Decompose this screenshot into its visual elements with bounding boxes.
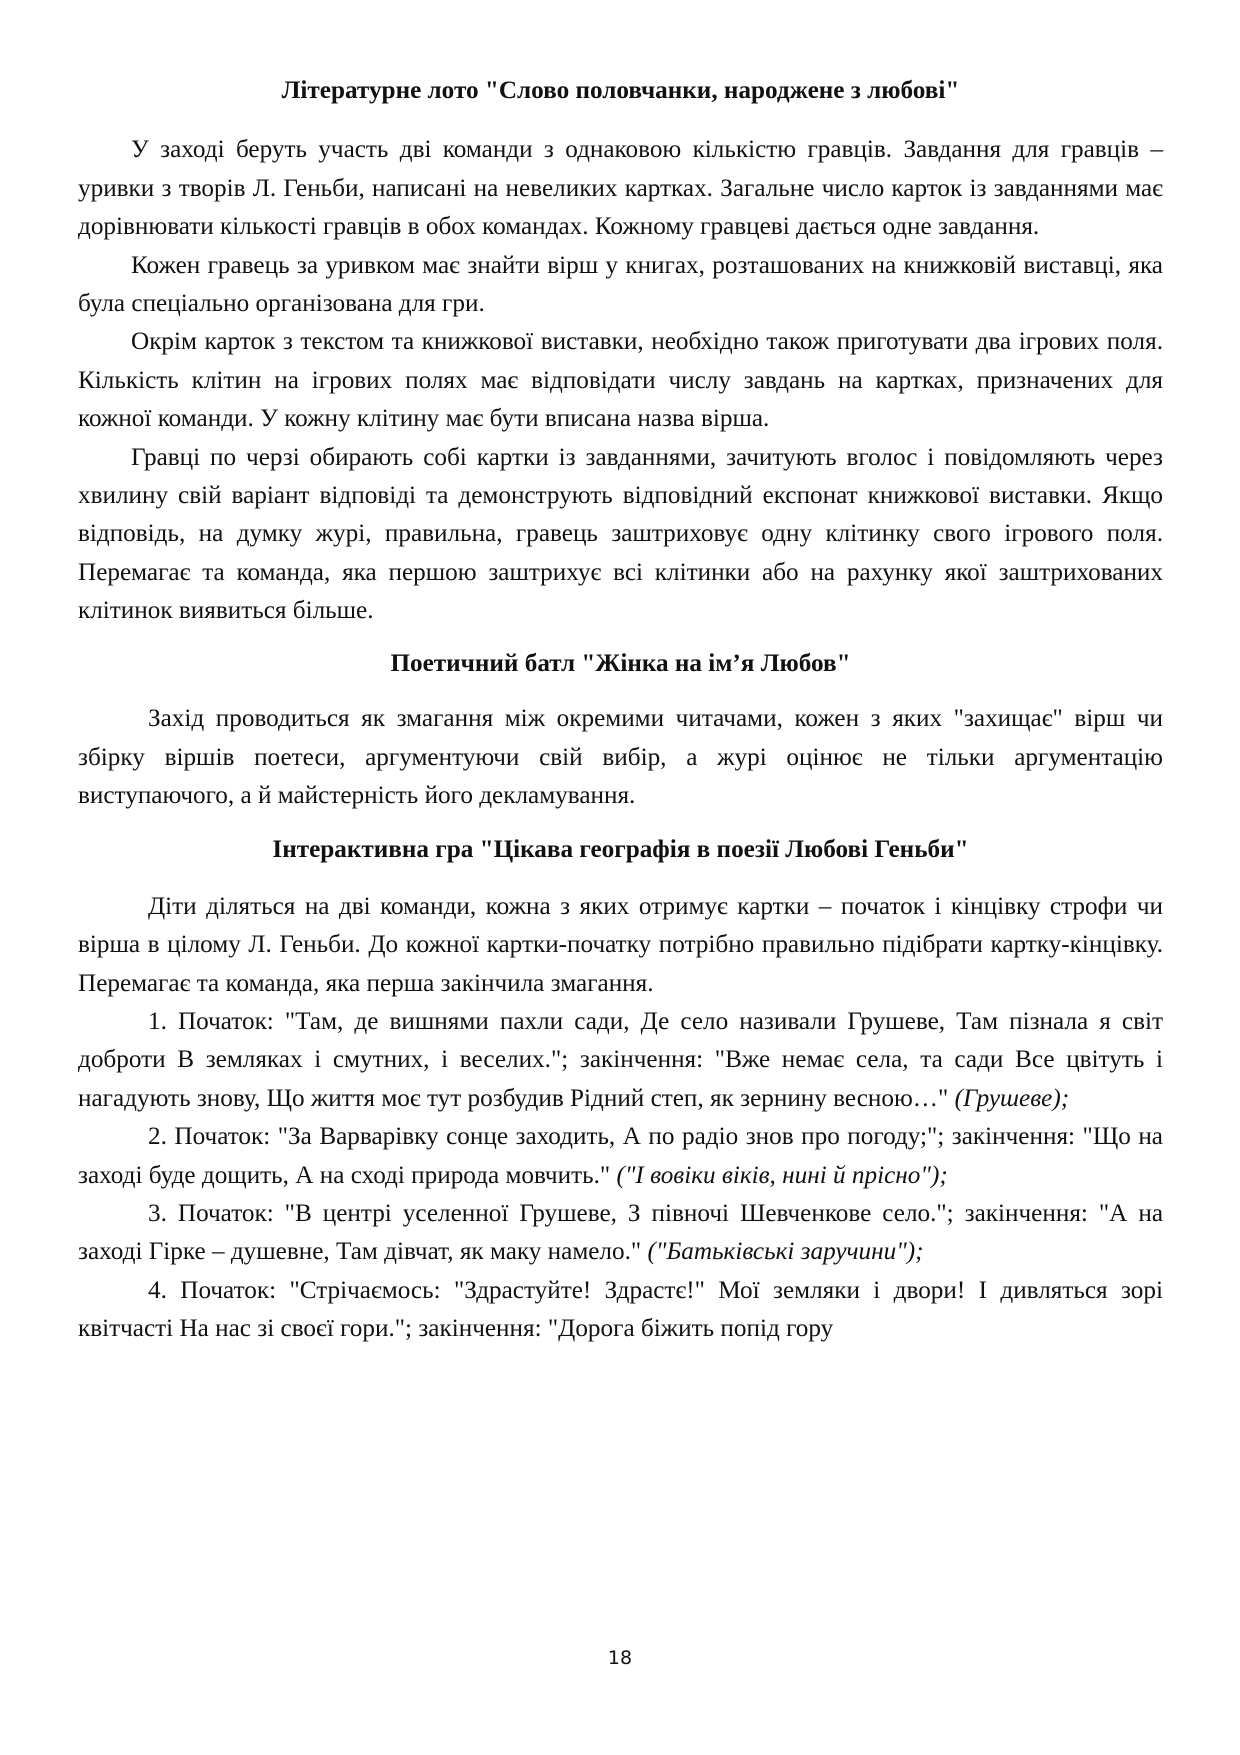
list-item-source: ("Батьківські заручини");	[647, 1238, 924, 1266]
list-item-source: ("І вовіки віків, нині й прісно");	[616, 1161, 948, 1189]
page-number: 18	[607, 1647, 633, 1669]
paragraph: Захід проводиться як змагання між окремими читачами, кожен з яких "захищає" вірш чи збірку віршів поетеси, аргументуючи свій вибір, а журі оцінює не тільки аргументацію виступаючого, а й майстерність його декламування.	[78, 705, 1163, 809]
paragraph: Гравці по черзі обирають собі картки із завданнями, зачитують вголос і повідомляють через хвилину свій варіант відповіді та демонструють відповідний експонат книжкової виставки. Якщо відповідь, на думку журі, правильна, гравець заштриховує одну клітинку свого ігрового поля. Перемагає та команда, яка першою заштрихує всі клітинки або на рахунку якої заштрихованих клітинок виявиться більше.	[78, 443, 1163, 625]
list-item-text: 1. Початок: "Там, де вишнями пахли сади, Де село називали Грушеве, Там пізнала я світ доброти В земляках і смутних, і веселих."; закінчення: "Вже немає села, та сади Все цвітуть і нагадують знову, Що життя моє тут розбудив Рідний степ, як зернину весною…"	[78, 1007, 1163, 1112]
section-title-interactive-game: Інтерактивна гра "Цікава географія в поезії Любові Геньби"	[272, 836, 969, 864]
paragraph: Діти діляться на дві команди, кожна з яких отримує картки – початок і кінцівку строфи чи вірша в цілому Л. Геньби. До кожної картки-початку потрібно правильно підібрати картку-кінцівку. Перемагає та команда, яка перша закінчила змагання.	[78, 892, 1163, 997]
list-item	[78, 1003, 1163, 1118]
paragraph: У заході беруть участь дві команди з однаковою кількістю гравців. Завдання для гравців – уривки з творів Л. Геньби, написані на невеликих картках. Загальне число карток із завданнями має дорівнювати кількості гравців в обох командах. Кожному гравцеві дається одне завдання.	[78, 136, 1163, 241]
list-item-text: 2. Початок: "За Варварівку сонце заходить, А по радіо знов про погоду;"; закінчення: "Що на заході буде дощить, А на сході природа мовчить."	[78, 1123, 1163, 1189]
paragraph: Окрім карток з текстом та книжкової виставки, необхідно також приготувати два ігрових поля. Кількість клітин на ігрових полях має відповідати числу завдань на картках, призначених для кожної команди. У кожну клітину має бути вписана назва вірша.	[78, 328, 1163, 433]
section-title-poetry-battle: Поетичний батл "Жінка на ім’я Любов"	[390, 649, 851, 677]
list-item-text: 4. Початок: "Стрічаємось: "Здрастуйте! Здрастє!" Мої земляки і двори! І дивляться зорі квітчасті На нас зі своєї гори."; закінчення: "Дорога біжить попід гору	[78, 1276, 1163, 1343]
list-item	[78, 1118, 1163, 1195]
list-item-text: 3. Початок: "В центрі уселенної Грушеве, З півночі Шевченкове село."; закінчення: "А на заході Гірке – душевне, Там дівчат, як маку намело."	[78, 1199, 1163, 1266]
list-item	[78, 1195, 1163, 1272]
list-item-source: (Грушеве);	[954, 1084, 1070, 1112]
section-title-literary-lotto: Літературне лото "Слово половчанки, народжене з любові"	[281, 77, 960, 104]
paragraph: Кожен гравець за уривком має знайти вірш у книгах, розташованих на книжковій виставці, яка була спеціально організована для гри.	[78, 251, 1163, 318]
list-item	[78, 1272, 1163, 1349]
